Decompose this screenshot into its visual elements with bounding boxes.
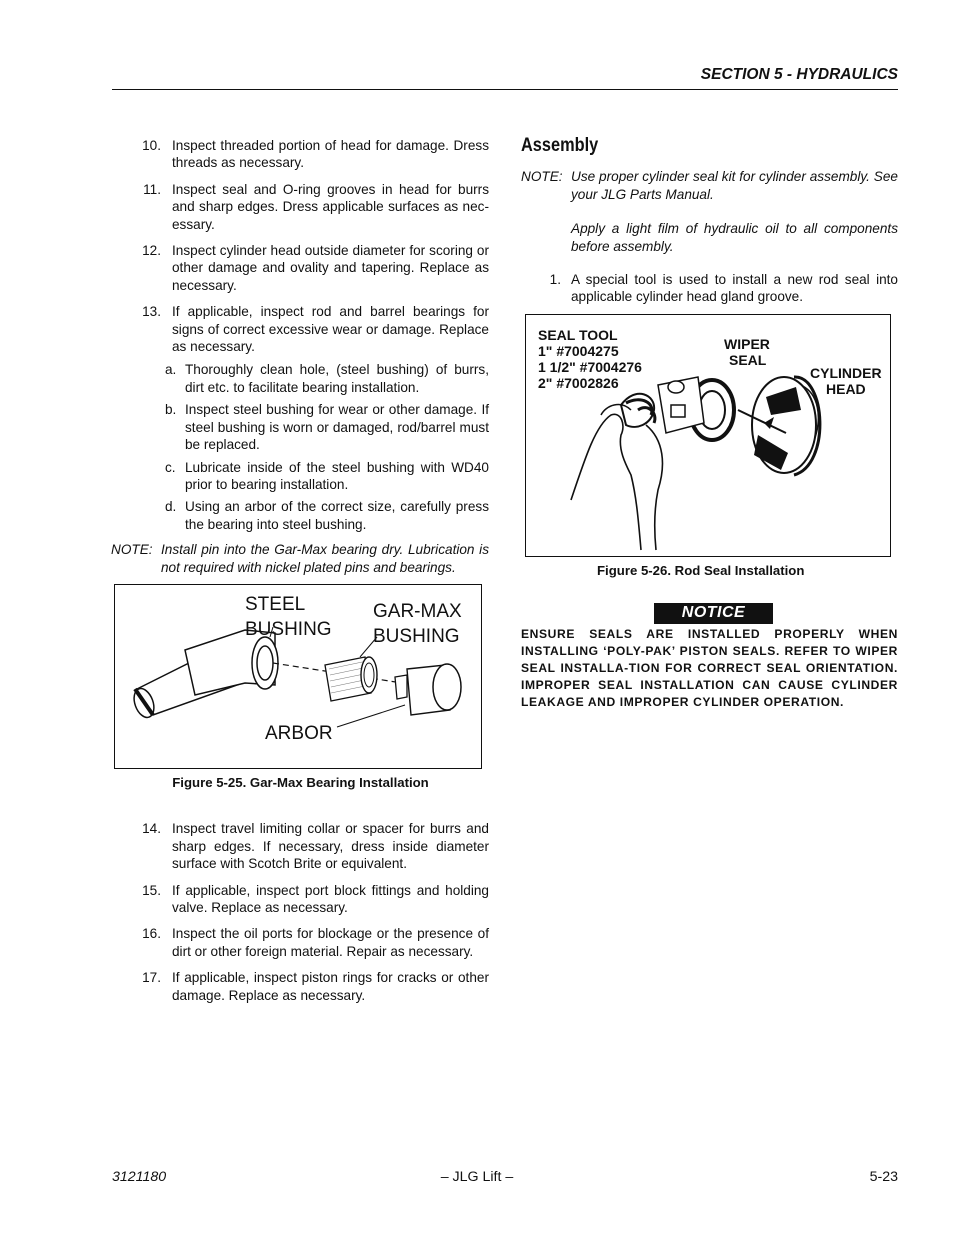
sub-list-item bbox=[161, 361, 489, 396]
list-item bbox=[521, 271, 898, 306]
footer-doc-number: 3121180 bbox=[112, 1169, 167, 1185]
item-text: Inspect seal and O-ring grooves in head for burrs and sharp edges. Dress applicable surfaces as nec-essary. bbox=[172, 181, 489, 232]
label-head: HEAD bbox=[826, 380, 866, 397]
sub-item-text: Thoroughly clean hole, (steel bushing) of burrs, dirt etc. to facilitate bearing installation. bbox=[185, 362, 489, 395]
note-text: Install pin into the Gar-Max bearing dry. Lubrication is not required with nickel plated pins and bearings. bbox=[161, 542, 489, 575]
item-number: 15. bbox=[142, 882, 161, 898]
item-number: 10. bbox=[142, 138, 161, 153]
label-tool-1: 1" #7004275 bbox=[538, 342, 619, 359]
list-item bbox=[112, 820, 489, 872]
item-text: Inspect threaded portion of head for damage. Dress threads as necessary. bbox=[172, 138, 489, 171]
notice-text: ENSURE SEALS ARE INSTALLED PROPERLY WHEN INSTALLING ‘POLY-PAK’ PISTON SEALS. REFER TO WIPER SEAL INSTALLA-TION FOR CORRECT SEAL ORIENTATION. IMPROPER SEAL INSTALLATION CAN CAUSE CYLINDER LEAKAGE AND IMPROPER CYLINDER OPERATION. bbox=[521, 626, 898, 710]
label-garmax-bushing: BUSHING bbox=[373, 625, 460, 647]
item-number: 1. bbox=[549, 272, 561, 288]
left-column bbox=[112, 137, 489, 1013]
item-number: 11. bbox=[143, 181, 161, 197]
label-garmax: GAR-MAX bbox=[373, 600, 462, 622]
sub-item-letter: c. bbox=[165, 459, 176, 475]
header-rule bbox=[112, 89, 898, 90]
item-number: 13. bbox=[142, 304, 161, 320]
item-number: 16. bbox=[142, 926, 161, 942]
garmax-illustration bbox=[115, 585, 481, 768]
item-text: Inspect travel limiting collar or spacer for burrs and sharp edges. If necessary, dress inside diameter surface with Scotch Brite or equivalent. bbox=[172, 821, 489, 872]
label-tool-3: 2" #7002826 bbox=[538, 374, 619, 391]
label-steel: STEEL bbox=[245, 593, 306, 615]
footer-center: – JLG Lift – bbox=[440, 1169, 514, 1185]
note bbox=[111, 541, 489, 576]
sub-item-text: Inspect steel bushing for wear or other damage. If steel bushing is worn or damaged, rod/barrel must be replaced. bbox=[185, 402, 489, 453]
section-title: SECTION 5 - HYDRAULICS bbox=[700, 66, 898, 83]
rod-seal-illustration bbox=[526, 315, 890, 556]
list-item bbox=[112, 925, 489, 960]
sub-item-text: Lubricate inside of the steel bushing with WD40 prior to bearing installation. bbox=[185, 459, 489, 492]
item-text: A special tool is used to install a new rod seal into applicable cylinder head gland groove. bbox=[571, 272, 898, 305]
notice-badge: NOTICE bbox=[654, 603, 773, 623]
list-item bbox=[112, 969, 489, 1004]
footer-page-number: 5-23 bbox=[869, 1169, 898, 1185]
right-column bbox=[521, 137, 898, 712]
item-number: 17. bbox=[142, 970, 161, 986]
figure-caption: Figure 5-26. Rod Seal Installation bbox=[597, 562, 805, 578]
list-item bbox=[112, 242, 489, 294]
sub-item-letter: b. bbox=[165, 402, 177, 418]
label-bushing: BUSHING bbox=[245, 618, 332, 640]
note-label: NOTE: bbox=[521, 169, 563, 185]
note bbox=[521, 168, 898, 255]
note-text: Use proper cylinder seal kit for cylinder assembly. See your JLG Parts Manual. bbox=[571, 169, 898, 202]
item-text: If applicable, inspect piston rings for cracks or other damage. Replace as necessary. bbox=[172, 970, 489, 1003]
item-text: If applicable, inspect rod and barrel bearings for signs of correct excessive wear or damage. Replace as necessary. bbox=[172, 304, 489, 355]
label-cylinder: CYLINDER bbox=[810, 364, 882, 381]
assembly-heading: Assembly bbox=[521, 135, 599, 156]
item-text: Inspect cylinder head outside diameter for scoring or other damage and ovality and tapering. Replace as necessary. bbox=[172, 243, 489, 293]
sub-list-item bbox=[161, 498, 489, 533]
note-label: NOTE: bbox=[111, 542, 153, 558]
item-number: 14. bbox=[142, 821, 161, 837]
list-item bbox=[112, 181, 489, 233]
list-item bbox=[112, 137, 489, 172]
figure-garmax bbox=[114, 584, 482, 769]
item-number: 12. bbox=[142, 243, 161, 259]
figure-rod-seal bbox=[525, 314, 891, 557]
sub-list-item bbox=[161, 459, 489, 494]
sub-list-item bbox=[161, 401, 489, 453]
label-seal-tool: SEAL TOOL bbox=[538, 326, 618, 343]
label-wiper: WIPER bbox=[724, 335, 770, 352]
label-arbor: ARBOR bbox=[265, 722, 333, 744]
label-wiper-seal: SEAL bbox=[729, 351, 767, 368]
list-item bbox=[112, 303, 489, 355]
label-tool-2: 1 1/2" #7004276 bbox=[538, 358, 642, 375]
item-text: Inspect the oil ports for blockage or the presence of dirt or other foreign material. Repair as necessary. bbox=[172, 926, 489, 959]
sub-item-letter: d. bbox=[165, 499, 177, 515]
figure-caption: Figure 5-25. Gar-Max Bearing Installation bbox=[172, 774, 429, 790]
sub-item-letter: a. bbox=[165, 362, 177, 378]
sub-item-text: Using an arbor of the correct size, carefully press the bearing into steel bushing. bbox=[185, 499, 489, 532]
note-text: Apply a light film of hydraulic oil to all components before assembly. bbox=[571, 221, 898, 254]
item-text: If applicable, inspect port block fittings and holding valve. Replace as necessary. bbox=[172, 882, 489, 915]
list-item bbox=[112, 882, 489, 917]
